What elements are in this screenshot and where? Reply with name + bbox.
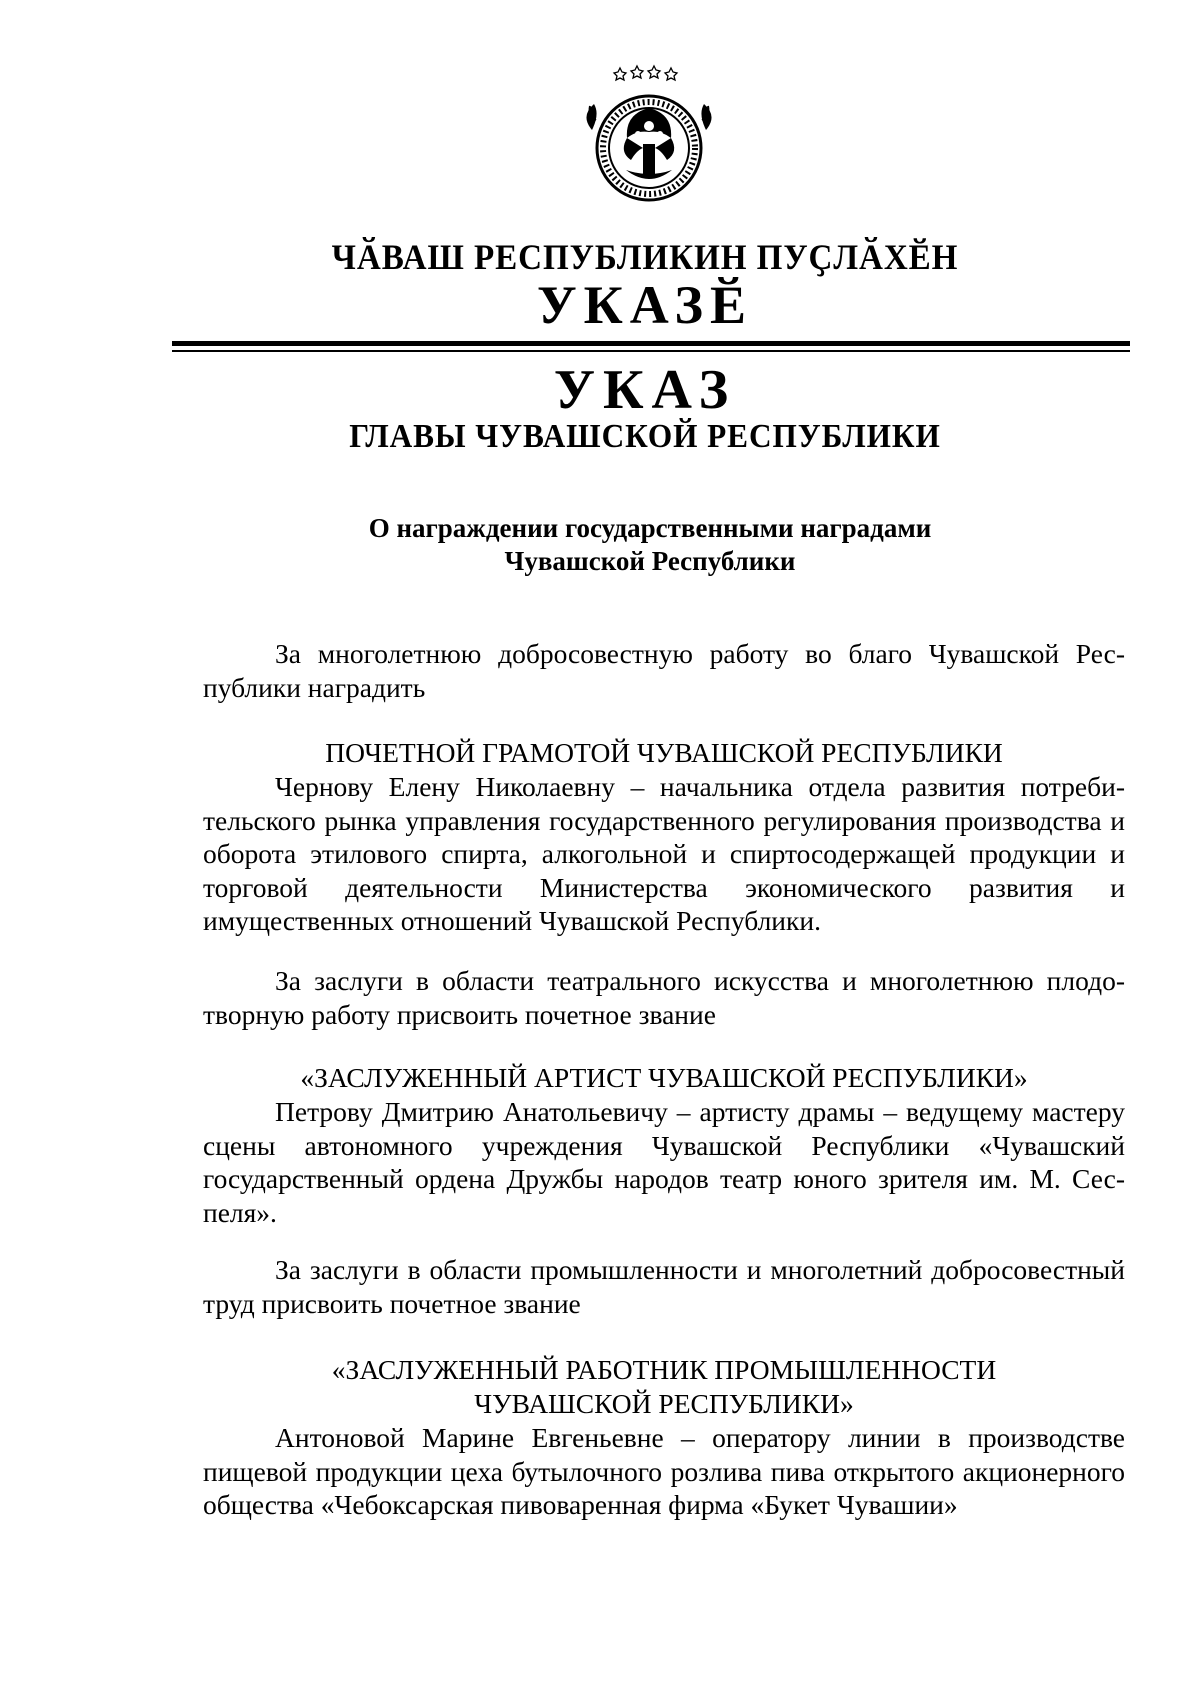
- header-russian-title: ГЛАВЫ ЧУВАШСКОЙ РЕСПУБЛИКИ: [349, 418, 941, 455]
- header-divider-thin: [172, 350, 1130, 352]
- subject-line-2: Чувашской Республики: [504, 546, 796, 576]
- section-2-award-body: Петрову Дмитрию Анатольевичу – артисту драмы – ведущему мастеру сцены автономного учреждения Чувашской Республики «Чувашский государственный ордена Дружбы народов театр юного зрителя им. М. Сеспеля».: [203, 1096, 1125, 1228]
- coat-of-arms-icon: [574, 60, 724, 210]
- header-divider-thick: [172, 341, 1130, 346]
- section-1-award-body: Чернову Елену Николаевну – начальника отдела развития потребительского рынка управления государственного регулирования производства и оборота этилового спирта, алкогольной и спиртосодержащей продукции и торговой деятельности Министерства экономического развития и имущественных отношений Чувашской Республики.: [203, 771, 1125, 936]
- header-chuvash-ukaz: УКАЗӖ: [537, 275, 753, 335]
- section-3-award-title-line-1: «ЗАСЛУЖЕННЫЙ РАБОТНИК ПРОМЫШЛЕННОСТИ: [331, 1354, 997, 1385]
- section-1-award-title: ПОЧЕТНОЙ ГРАМОТОЙ ЧУВАШСКОЙ РЕСПУБЛИКИ: [325, 737, 1003, 768]
- section-3-preamble: За заслуги в области промышленности и многолетний добросовестный труд присвоить почетное звание: [203, 1254, 1125, 1319]
- section-3-award-title-line-2: ЧУВАШСКОЙ РЕСПУБЛИКИ»: [474, 1388, 854, 1419]
- section-2-award-title: «ЗАСЛУЖЕННЫЙ АРТИСТ ЧУВАШСКОЙ РЕСПУБЛИКИ»: [300, 1062, 1028, 1093]
- header-chuvash-title: ЧӐВАШ РЕСПУБЛИКИН ПУҪЛӐХӖН: [331, 237, 959, 277]
- header-russian-ukaz: УКАЗ: [553, 359, 737, 421]
- subject-line-1: О награждении государственными наградами: [368, 513, 932, 543]
- document-subject: [200, 512, 1100, 578]
- section-3-award-body: Антоновой Марине Евгеньевне – оператору линии в производстве пищевой продукции цеха бутылочного розлива пива открытого акционерного общества «Чебоксарская пивоваренная фирма «Букет Чувашии»: [203, 1422, 1125, 1520]
- section-2-preamble: За заслуги в области театрального искусства и многолетнюю плодотворную работу присвоить почетное звание: [203, 965, 1125, 1030]
- section-1-preamble: За многолетнюю добросовестную работу во благо Чувашской Республики наградить: [203, 638, 1125, 703]
